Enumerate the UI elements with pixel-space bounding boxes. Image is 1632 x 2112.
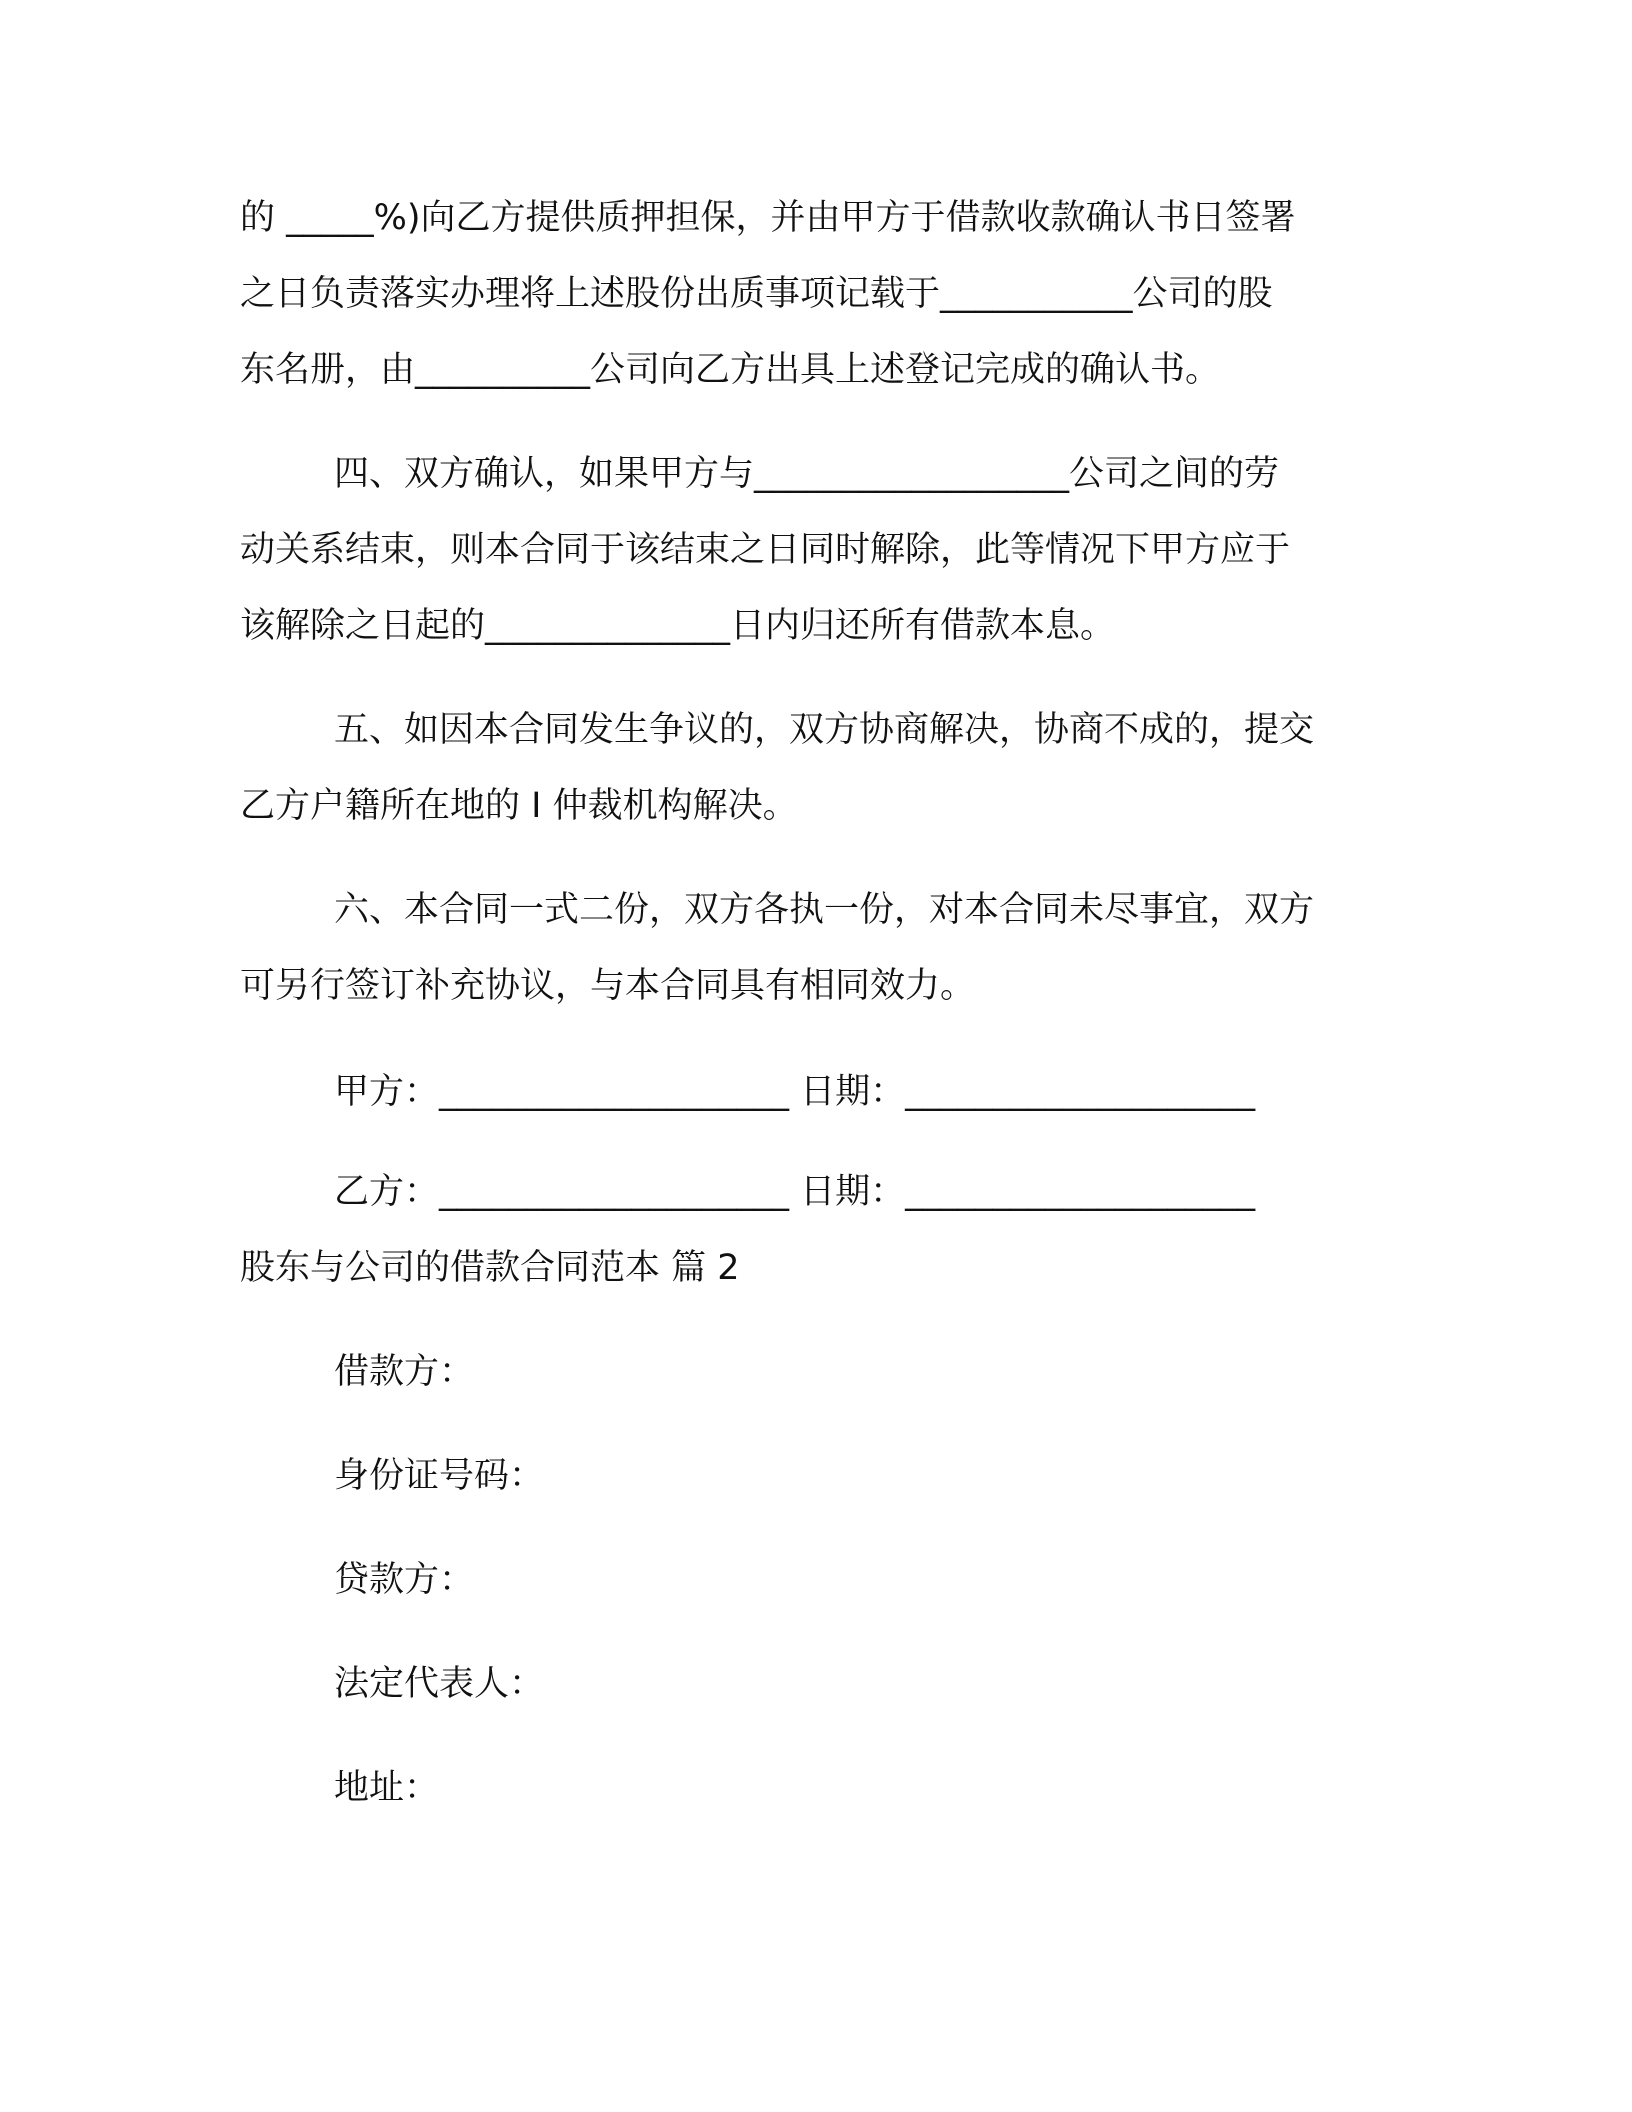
clause-5-line-2: 乙方户籍所在地的 I 仲裁机构解决。	[240, 786, 798, 826]
id-number-label: 身份证号码：	[334, 1456, 545, 1496]
clause-6-line-2: 可另行签订补充协议，与本合同具有相同效力。	[240, 966, 976, 1006]
party-b-signature-line: 乙方：____________________ 日期：____________________	[334, 1172, 1256, 1212]
party-a-signature-line: 甲方：____________________ 日期：____________________	[334, 1072, 1256, 1112]
section-heading: 股东与公司的借款合同范本 篇 2	[240, 1248, 740, 1288]
lender-label: 贷款方：	[334, 1560, 475, 1600]
address-label: 地址：	[334, 1768, 440, 1808]
paragraph-3-line-3: 东名册，由__________公司向乙方出具上述登记完成的确认书。	[240, 350, 1221, 390]
clause-4-line-3: 该解除之日起的______________日内归还所有借款本息。	[240, 606, 1116, 646]
clause-4-line-1: 四、双方确认，如果甲方与__________________公司之间的劳	[334, 454, 1280, 494]
clause-4-line-2: 动关系结束，则本合同于该结束之日同时解除，此等情况下甲方应于	[240, 530, 1291, 570]
clause-6-line-1: 六、本合同一式二份，双方各执一份，对本合同未尽事宜，双方	[334, 890, 1315, 930]
paragraph-3-line-2: 之日负责落实办理将上述股份出质事项记载于___________公司的股	[240, 274, 1273, 314]
clause-5-line-1: 五、如因本合同发生争议的，双方协商解决，协商不成的，提交	[334, 710, 1315, 750]
borrower-label: 借款方：	[334, 1352, 475, 1392]
legal-representative-label: 法定代表人：	[334, 1664, 545, 1704]
paragraph-3-line-1: 的 _____%)向乙方提供质押担保，并由甲方于借款收款确认书日签署	[240, 198, 1296, 238]
